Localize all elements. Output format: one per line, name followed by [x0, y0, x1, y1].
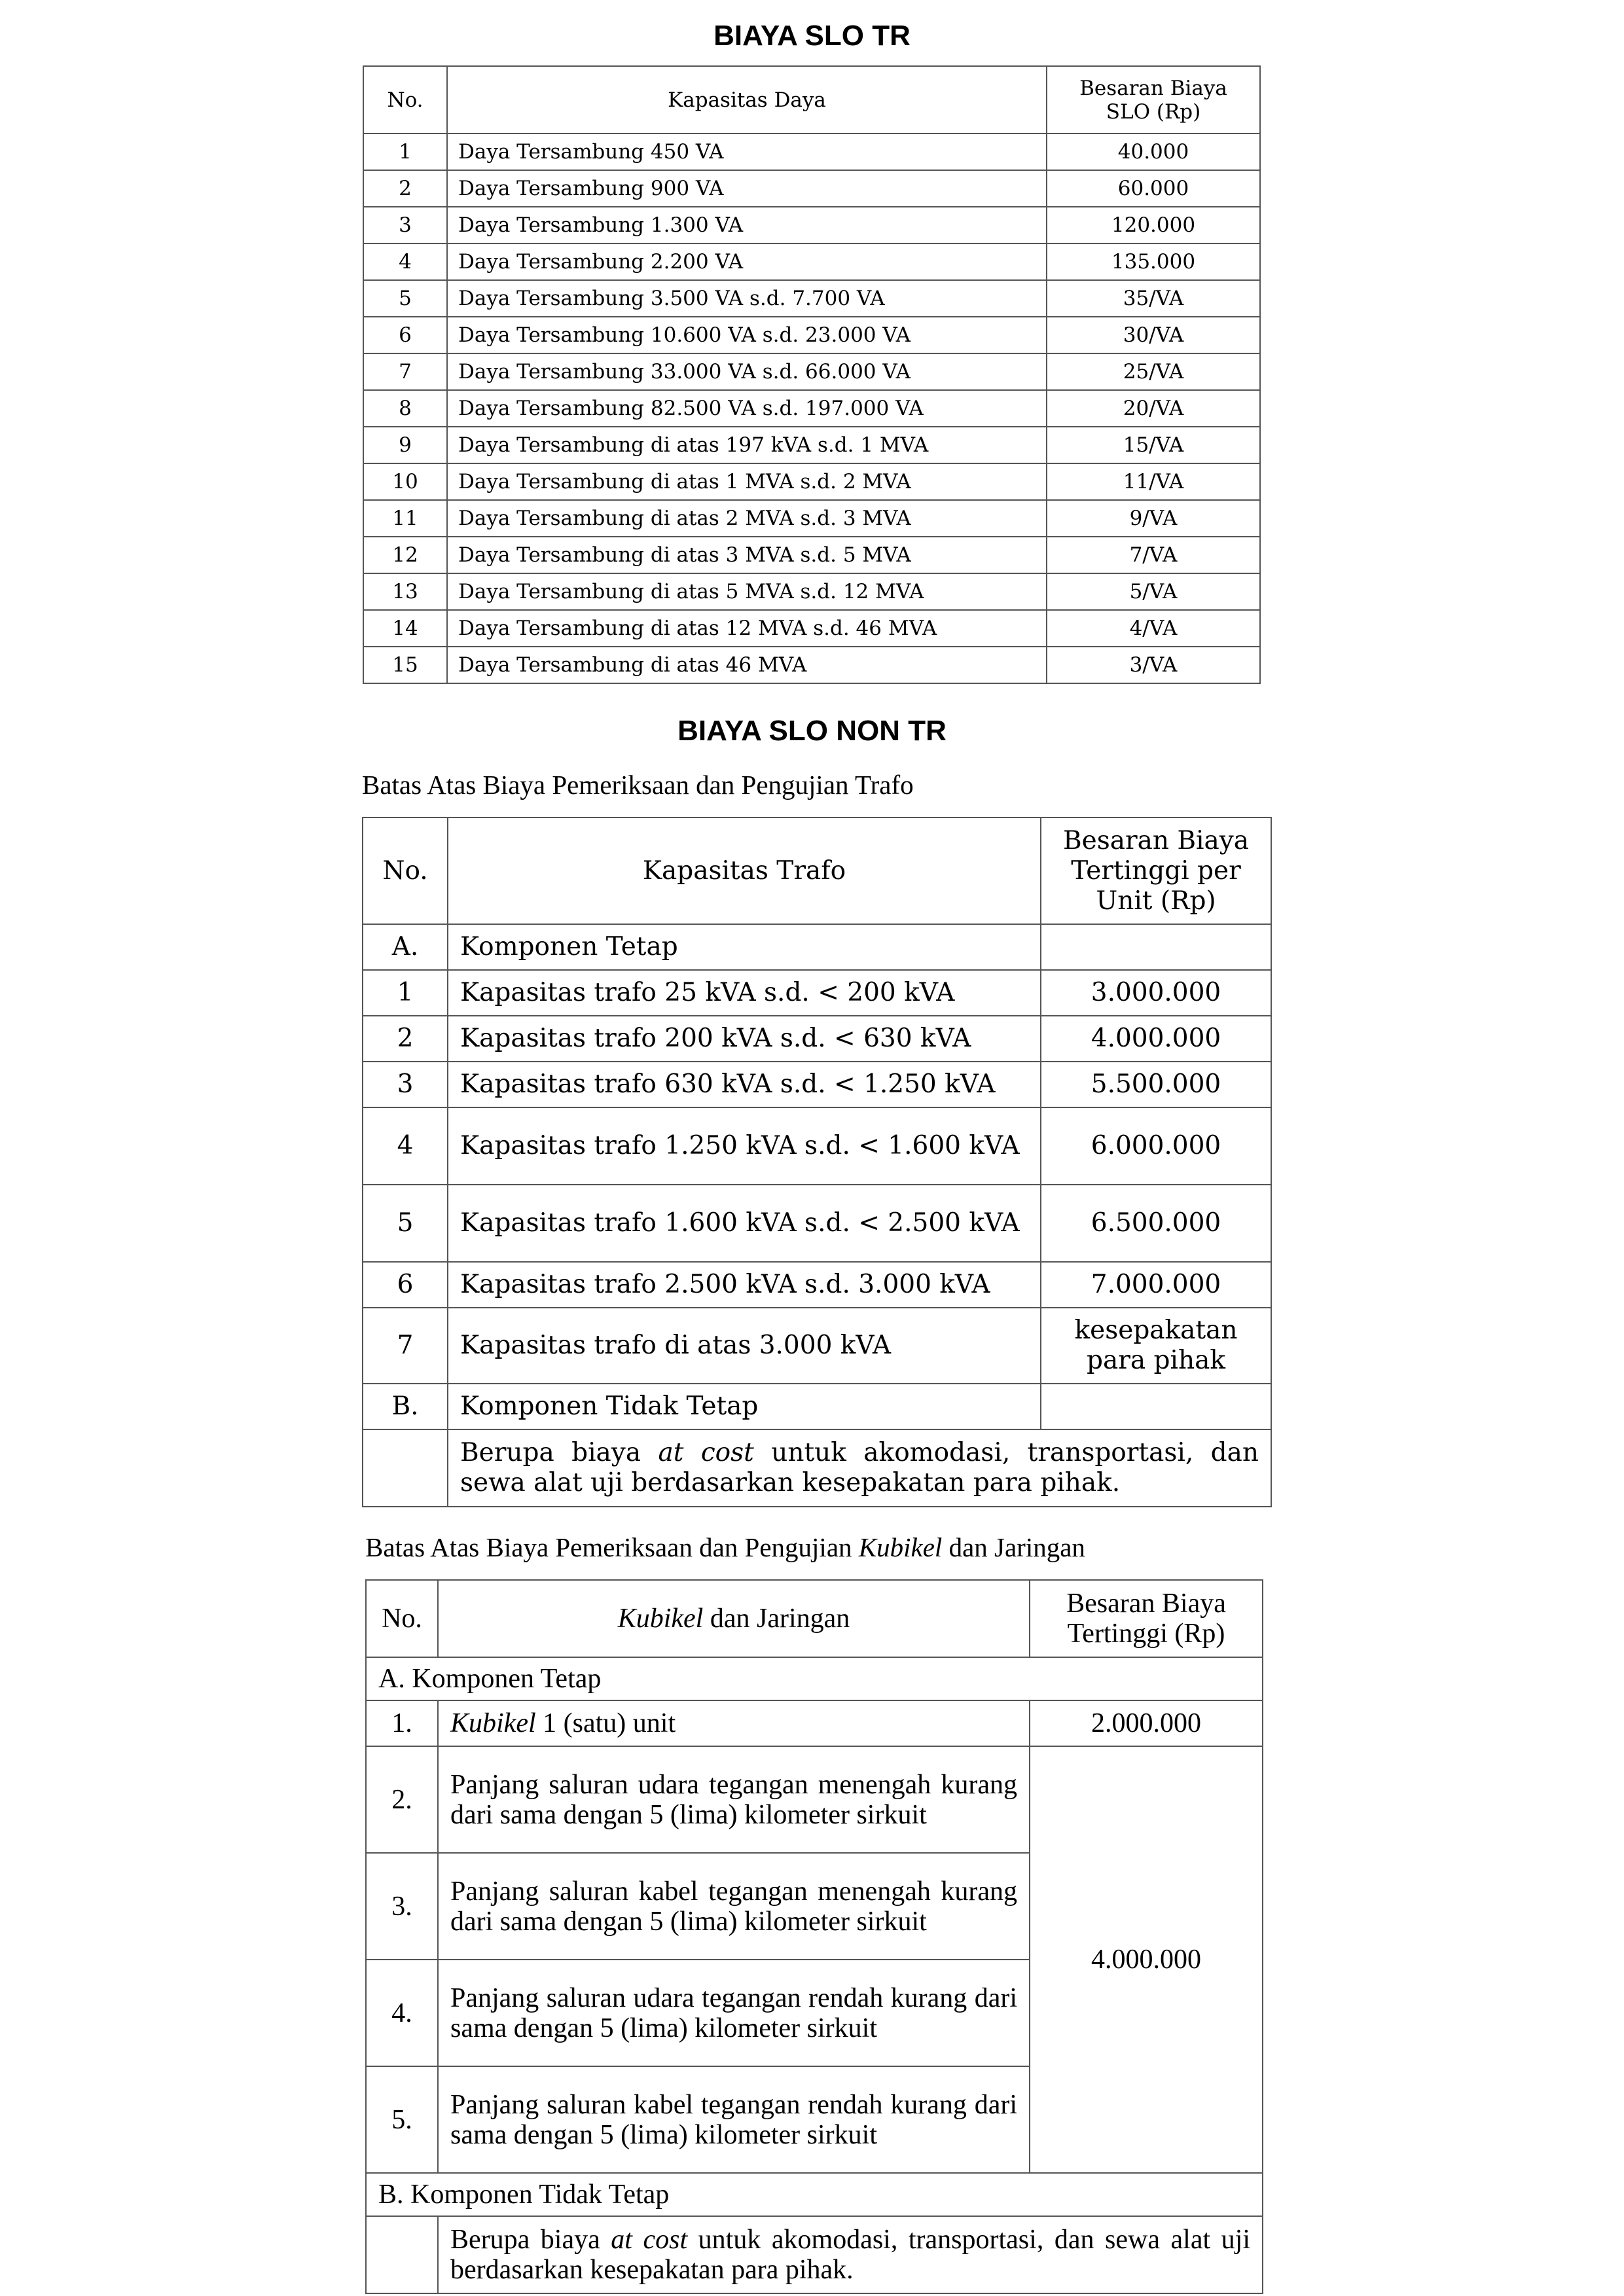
- row-text: Panjang saluran kabel tegangan menengah kurang dari sama dengan 5 (lima) kilometer sirkuit: [438, 1853, 1030, 1960]
- group-no: A.: [363, 924, 448, 970]
- row-no: 4: [363, 243, 447, 280]
- row-no: 12: [363, 537, 447, 573]
- header-rest: dan Jaringan: [703, 1604, 850, 1634]
- row-biaya: 2.000.000: [1030, 1700, 1263, 1746]
- row-no: 1: [363, 970, 448, 1016]
- row-rest: 1 (satu) unit: [535, 1708, 676, 1738]
- note-italic: at cost: [658, 1438, 754, 1467]
- row-no: 2: [363, 1016, 448, 1062]
- row-kapasitas: Kapasitas trafo 25 kVA s.d. < 200 kVA: [448, 970, 1041, 1016]
- note-prefix: Berupa biaya: [450, 2225, 611, 2255]
- table-header-row: [363, 817, 1271, 924]
- row-biaya: 3/VA: [1047, 647, 1260, 683]
- row-biaya: 6.500.000: [1041, 1185, 1271, 1262]
- row-no: 5: [363, 280, 447, 317]
- group-label: B. Komponen Tidak Tetap: [366, 2173, 1263, 2216]
- group-row-a: [363, 924, 1271, 970]
- row-kapasitas: Kapasitas trafo 630 kVA s.d. < 1.250 kVA: [448, 1062, 1041, 1107]
- table-row: [363, 390, 1260, 427]
- row-biaya: 5/VA: [1047, 573, 1260, 610]
- row-italic: Kubikel: [450, 1708, 536, 1738]
- table-kubikel: [365, 1579, 1263, 2294]
- note-suffix: untuk akomodasi, transportasi, dan sewa alat uji berdasarkan kesepakatan para pihak.: [450, 2225, 1250, 2285]
- col-header-no: No.: [363, 817, 448, 924]
- row-kapasitas: Daya Tersambung di atas 5 MVA s.d. 12 MVA: [447, 573, 1047, 610]
- col-header-kapasitas: Kapasitas Daya: [447, 66, 1047, 134]
- col-header-kapasitas: Kapasitas Trafo: [448, 817, 1041, 924]
- table-row: [363, 500, 1260, 537]
- group-label: Komponen Tidak Tetap: [448, 1384, 1041, 1429]
- group-row-a: [366, 1657, 1263, 1700]
- group-row-b: [366, 2173, 1263, 2216]
- table-header-row: [363, 66, 1260, 134]
- col-header-no: No.: [363, 66, 447, 134]
- row-no: 3: [363, 207, 447, 243]
- row-kapasitas: Daya Tersambung 450 VA: [447, 134, 1047, 170]
- table-row: [363, 970, 1271, 1016]
- row-biaya: 40.000: [1047, 134, 1260, 170]
- row-kubikel: [438, 1700, 1030, 1746]
- table-row: [363, 427, 1260, 463]
- table-row: [363, 537, 1260, 573]
- row-no: 3.: [366, 1853, 438, 1960]
- table-row: [363, 1262, 1271, 1308]
- row-biaya: 9/VA: [1047, 500, 1260, 537]
- col-header-biaya: Besaran Biaya SLO (Rp): [1047, 66, 1260, 134]
- row-kapasitas: Daya Tersambung 3.500 VA s.d. 7.700 VA: [447, 280, 1047, 317]
- empty-cell: [366, 2216, 438, 2293]
- col-header-kubikel: [438, 1580, 1030, 1657]
- row-biaya: 4/VA: [1047, 610, 1260, 647]
- row-no: 5: [363, 1185, 448, 1262]
- row-no: 7: [363, 353, 447, 390]
- table-row: [363, 573, 1260, 610]
- empty-cell: [363, 1429, 448, 1507]
- row-no: 13: [363, 573, 447, 610]
- empty-cell: [1041, 1384, 1271, 1429]
- row-biaya: 25/VA: [1047, 353, 1260, 390]
- row-no: 10: [363, 463, 447, 500]
- heading-slo-non-tr: BIAYA SLO NON TR: [677, 715, 947, 747]
- note-suffix: untuk akomodasi, transportasi, dan sewa alat uji berdasarkan kesepakatan para pihak.: [460, 1438, 1259, 1498]
- table-row: [363, 647, 1260, 683]
- row-kapasitas: Kapasitas trafo 1.250 kVA s.d. < 1.600 kVA: [448, 1107, 1041, 1185]
- row-biaya: 3.000.000: [1041, 970, 1271, 1016]
- group-no: B.: [363, 1384, 448, 1429]
- row-kapasitas: Daya Tersambung 2.200 VA: [447, 243, 1047, 280]
- row-biaya: 11/VA: [1047, 463, 1260, 500]
- table-body: [363, 134, 1260, 683]
- row-text: Panjang saluran udara tegangan menengah kurang dari sama dengan 5 (lima) kilometer sirkuit: [438, 1746, 1030, 1853]
- row-kapasitas: Daya Tersambung di atas 197 kVA s.d. 1 MVA: [447, 427, 1047, 463]
- row-no: 8: [363, 390, 447, 427]
- row-kapasitas: Daya Tersambung di atas 1 MVA s.d. 2 MVA: [447, 463, 1047, 500]
- row-biaya: 120.000: [1047, 207, 1260, 243]
- row-kapasitas: Daya Tersambung di atas 46 MVA: [447, 647, 1047, 683]
- col-header-biaya: Besaran Biaya Tertinggi (Rp): [1030, 1580, 1263, 1657]
- row-kapasitas: Daya Tersambung di atas 2 MVA s.d. 3 MVA: [447, 500, 1047, 537]
- merged-biaya: 4.000.000: [1030, 1746, 1263, 2173]
- row-kapasitas: Kapasitas trafo 200 kVA s.d. < 630 kVA: [448, 1016, 1041, 1062]
- table-row: [363, 317, 1260, 353]
- table-row: [363, 1107, 1271, 1185]
- table-row: [363, 207, 1260, 243]
- row-biaya: 4.000.000: [1041, 1016, 1271, 1062]
- table-trafo: [362, 817, 1272, 1507]
- row-no: 1: [363, 134, 447, 170]
- group-row-b: [363, 1384, 1271, 1429]
- row-kapasitas: Daya Tersambung 900 VA: [447, 170, 1047, 207]
- row-kapasitas: Daya Tersambung 1.300 VA: [447, 207, 1047, 243]
- row-biaya: 6.000.000: [1041, 1107, 1271, 1185]
- row-no: 3: [363, 1062, 448, 1107]
- table-row: [363, 463, 1260, 500]
- row-kapasitas: Kapasitas trafo 2.500 kVA s.d. 3.000 kVA: [448, 1262, 1041, 1308]
- table-row: [363, 353, 1260, 390]
- row-no: 15: [363, 647, 447, 683]
- group-label: A. Komponen Tetap: [366, 1657, 1263, 1700]
- table-row: [366, 1746, 1263, 1853]
- caption-italic: Kubikel: [858, 1532, 943, 1562]
- row-biaya: 35/VA: [1047, 280, 1260, 317]
- header-italic: Kubikel: [617, 1604, 704, 1634]
- row-biaya: 60.000: [1047, 170, 1260, 207]
- table-slo-tr: [363, 65, 1261, 684]
- table-row: [363, 1308, 1271, 1384]
- row-no: 5.: [366, 2066, 438, 2173]
- table-row: [366, 1700, 1263, 1746]
- row-kapasitas: Daya Tersambung 33.000 VA s.d. 66.000 VA: [447, 353, 1047, 390]
- row-biaya: 20/VA: [1047, 390, 1260, 427]
- row-no: 7: [363, 1308, 448, 1384]
- table-row: [363, 243, 1260, 280]
- row-no: 1.: [366, 1700, 438, 1746]
- row-no: 2.: [366, 1746, 438, 1853]
- table-row: [363, 170, 1260, 207]
- row-no: 9: [363, 427, 447, 463]
- row-kapasitas: Daya Tersambung 10.600 VA s.d. 23.000 VA: [447, 317, 1047, 353]
- row-no: 6: [363, 317, 447, 353]
- row-biaya: 15/VA: [1047, 427, 1260, 463]
- table-row: [363, 1016, 1271, 1062]
- table-row: [363, 1062, 1271, 1107]
- note-row: [363, 1429, 1271, 1507]
- row-text: Panjang saluran udara tegangan rendah kurang dari sama dengan 5 (lima) kilometer sirkuit: [438, 1960, 1030, 2066]
- row-biaya: kesepakatan para pihak: [1041, 1308, 1271, 1384]
- caption-trafo: Batas Atas Biaya Pemeriksaan dan Pengujian Trafo: [362, 770, 914, 800]
- row-biaya: 5.500.000: [1041, 1062, 1271, 1107]
- row-no: 14: [363, 610, 447, 647]
- row-kapasitas: Kapasitas trafo 1.600 kVA s.d. < 2.500 kVA: [448, 1185, 1041, 1262]
- row-no: 11: [363, 500, 447, 537]
- table-row: [363, 1185, 1271, 1262]
- row-no: 4.: [366, 1960, 438, 2066]
- col-header-no: No.: [366, 1580, 438, 1657]
- row-biaya: 7.000.000: [1041, 1262, 1271, 1308]
- note-text: [448, 1429, 1271, 1507]
- row-kapasitas: Kapasitas trafo di atas 3.000 kVA: [448, 1308, 1041, 1384]
- col-header-biaya: Besaran Biaya Tertinggi per Unit (Rp): [1041, 817, 1271, 924]
- row-biaya: 7/VA: [1047, 537, 1260, 573]
- row-no: 6: [363, 1262, 448, 1308]
- caption-prefix: Batas Atas Biaya Pemeriksaan dan Pengujian: [365, 1532, 859, 1562]
- note-italic: at cost: [611, 2225, 688, 2255]
- table-row: [363, 610, 1260, 647]
- empty-cell: [1041, 924, 1271, 970]
- note-prefix: Berupa biaya: [460, 1438, 659, 1467]
- row-text: Panjang saluran kabel tegangan rendah kurang dari sama dengan 5 (lima) kilometer sirkuit: [438, 2066, 1030, 2173]
- row-biaya: 30/VA: [1047, 317, 1260, 353]
- row-biaya: 135.000: [1047, 243, 1260, 280]
- row-no: 2: [363, 170, 447, 207]
- row-no: 4: [363, 1107, 448, 1185]
- heading-slo-tr: BIAYA SLO TR: [713, 20, 911, 52]
- table-row: [363, 280, 1260, 317]
- group-label: Komponen Tetap: [448, 924, 1041, 970]
- row-kapasitas: Daya Tersambung di atas 3 MVA s.d. 5 MVA: [447, 537, 1047, 573]
- note-row: [366, 2216, 1263, 2293]
- row-kapasitas: Daya Tersambung di atas 12 MVA s.d. 46 MVA: [447, 610, 1047, 647]
- row-kapasitas: Daya Tersambung 82.500 VA s.d. 197.000 VA: [447, 390, 1047, 427]
- caption-kubikel: [365, 1532, 1085, 1563]
- table-row: [363, 134, 1260, 170]
- table-header-row: [366, 1580, 1263, 1657]
- note-text: [438, 2216, 1263, 2293]
- caption-suffix: dan Jaringan: [942, 1532, 1085, 1562]
